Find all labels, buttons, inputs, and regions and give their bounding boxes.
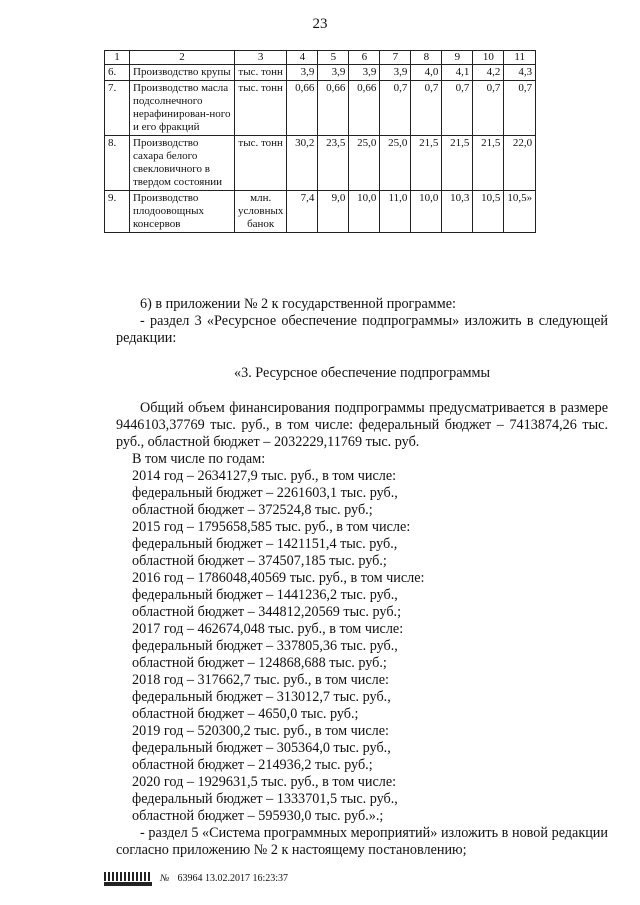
year-line: федеральный бюджет – 1333701,5 тыс. руб., <box>132 791 398 807</box>
year-line: 2019 год – 520300,2 тыс. руб., в том числе: <box>132 723 389 739</box>
table-row <box>105 136 536 191</box>
year-line: федеральный бюджет – 305364,0 тыс. руб., <box>132 740 391 756</box>
value-cell: 11,0 <box>380 191 411 233</box>
page-number: 23 <box>312 16 328 32</box>
value-cell: 4,3 <box>504 65 536 81</box>
value-cell: 10,5 <box>473 191 504 233</box>
value-cell: 4,0 <box>411 65 442 81</box>
year-line: федеральный бюджет – 1421151,4 тыс. руб., <box>132 536 398 552</box>
value-cell: 9,0 <box>318 191 349 233</box>
value-cell: 3,9 <box>287 65 318 81</box>
header-cell: 2 <box>130 51 235 65</box>
header-cell: 10 <box>473 51 504 65</box>
table-row <box>105 191 536 233</box>
footer <box>104 870 288 886</box>
row-number: 8. <box>105 136 130 191</box>
year-line: областной бюджет – 372524,8 тыс. руб.; <box>132 502 373 518</box>
value-cell: 3,9 <box>380 65 411 81</box>
header-cell: 1 <box>105 51 130 65</box>
year-line: 2018 год – 317662,7 тыс. руб., в том числе: <box>132 672 389 688</box>
header-cell: 9 <box>442 51 473 65</box>
value-cell: 0,7 <box>473 81 504 136</box>
year-line: областной бюджет – 214936,2 тыс. руб.; <box>132 757 373 773</box>
value-cell: 25,0 <box>349 136 380 191</box>
year-line: областной бюджет – 4650,0 тыс. руб.; <box>132 706 359 722</box>
year-line: 2015 год – 1795658,585 тыс. руб., в том числе: <box>132 519 411 535</box>
header-cell: 6 <box>349 51 380 65</box>
value-cell: 4,2 <box>473 65 504 81</box>
header-cell: 7 <box>380 51 411 65</box>
value-cell: 23,5 <box>318 136 349 191</box>
row-unit: млн. условных банок <box>235 191 287 233</box>
year-line: областной бюджет – 595930,0 тыс. руб.».; <box>132 808 384 824</box>
row-name: Производство плодоовощных консервов <box>130 191 235 233</box>
header-cell: 5 <box>318 51 349 65</box>
header-cell: 8 <box>411 51 442 65</box>
document-stamp: 63964 13.02.2017 16:23:37 <box>177 872 288 884</box>
year-line: федеральный бюджет – 337805,36 тыс. руб., <box>132 638 398 654</box>
value-cell: 21,5 <box>411 136 442 191</box>
value-cell: 30,2 <box>287 136 318 191</box>
value-cell: 0,7 <box>504 81 536 136</box>
year-line: областной бюджет – 374507,185 тыс. руб.; <box>132 553 387 569</box>
value-cell: 10,3 <box>442 191 473 233</box>
year-line: федеральный бюджет – 1441236,2 тыс. руб., <box>132 587 398 603</box>
year-line: 2020 год – 1929631,5 тыс. руб., в том числе: <box>132 774 397 790</box>
year-line: федеральный бюджет – 2261603,1 тыс. руб., <box>132 485 398 501</box>
section-heading: «3. Ресурсное обеспечение подпрограммы <box>234 365 490 381</box>
row-unit: тыс. тонн <box>235 81 287 136</box>
value-cell: 21,5 <box>473 136 504 191</box>
row-unit: тыс. тонн <box>235 136 287 191</box>
row-name: Производство сахара белого свекловичного в твердом состоянии <box>130 136 235 191</box>
value-cell: 10,5» <box>504 191 536 233</box>
number-sign: № <box>160 872 170 884</box>
header-cell: 4 <box>287 51 318 65</box>
year-line: федеральный бюджет – 313012,7 тыс. руб., <box>132 689 391 705</box>
row-unit: тыс. тонн <box>235 65 287 81</box>
building-logo-icon <box>104 870 152 886</box>
table-header-row <box>105 51 536 65</box>
value-cell: 0,7 <box>380 81 411 136</box>
row-number: 6. <box>105 65 130 81</box>
paragraph-total-funding: Общий объем финансирования подпрограммы предусматривается в размере 9446103,37769 тыс. руб., в том числе: федеральный бюджет – 7413874,26 тыс. руб., областной бюджет – 2032229,11769 тыс. руб. <box>116 400 608 450</box>
value-cell: 0,66 <box>318 81 349 136</box>
value-cell: 4,1 <box>442 65 473 81</box>
header-cell: 11 <box>504 51 536 65</box>
paragraph-section5: - раздел 5 «Система программных мероприятий» изложить в новой редакции согласно приложению № 2 к настоящему постановлению; <box>116 825 608 858</box>
year-line: 2017 год – 462674,048 тыс. руб., в том числе: <box>132 621 404 637</box>
year-line: областной бюджет – 124868,688 тыс. руб.; <box>132 655 387 671</box>
row-number: 7. <box>105 81 130 136</box>
value-cell: 7,4 <box>287 191 318 233</box>
document-body <box>116 296 608 859</box>
row-number: 9. <box>105 191 130 233</box>
value-cell: 0,66 <box>349 81 380 136</box>
value-cell: 10,0 <box>349 191 380 233</box>
paragraph-by-years: В том числе по годам: <box>132 451 266 467</box>
paragraph-section3: - раздел 3 «Ресурсное обеспечение подпрограммы» изложить в следующей редакции: <box>116 313 608 346</box>
table-row <box>105 81 536 136</box>
value-cell: 10,0 <box>411 191 442 233</box>
paragraph-appendix: 6) в приложении № 2 к государственной программе: <box>140 296 456 312</box>
row-name: Производство масла подсолнечного нерафинирован-ного и его фракций <box>130 81 235 136</box>
value-cell: 3,9 <box>349 65 380 81</box>
row-name: Производство крупы <box>130 65 235 81</box>
value-cell: 0,66 <box>287 81 318 136</box>
year-line: 2014 год – 2634127,9 тыс. руб., в том числе: <box>132 468 397 484</box>
year-line: областной бюджет – 344812,20569 тыс. руб.; <box>132 604 402 620</box>
year-line: 2016 год – 1786048,40569 тыс. руб., в том числе: <box>132 570 425 586</box>
data-table <box>104 50 536 233</box>
table-row <box>105 65 536 81</box>
header-cell: 3 <box>235 51 287 65</box>
value-cell: 0,7 <box>442 81 473 136</box>
value-cell: 21,5 <box>442 136 473 191</box>
value-cell: 0,7 <box>411 81 442 136</box>
value-cell: 22,0 <box>504 136 536 191</box>
value-cell: 25,0 <box>380 136 411 191</box>
value-cell: 3,9 <box>318 65 349 81</box>
